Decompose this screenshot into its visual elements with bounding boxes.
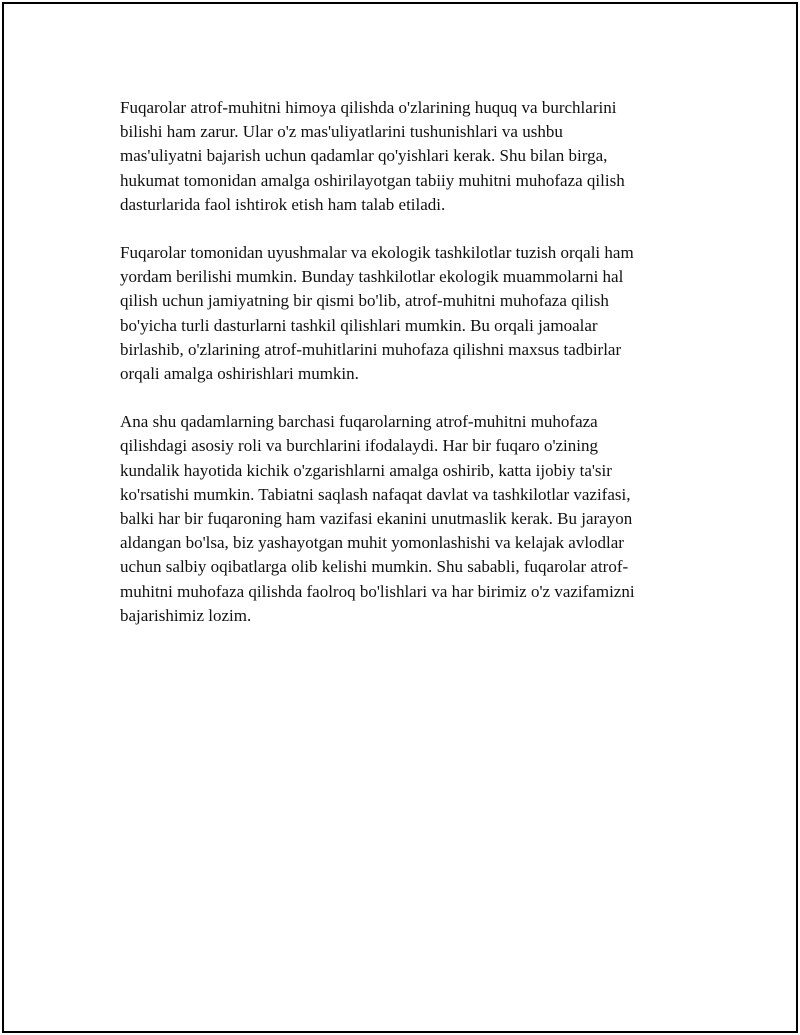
document-body — [120, 96, 686, 652]
page-frame — [2, 2, 798, 1033]
paragraph-3: Ana shu qadamlarning barchasi fuqarolarning atrof-muhitni muhofaza qilishdagi asosiy roli va burchlarini ifodalaydi. Har bir fuqaro o'zining kundalik hayotida kichik o'zgarishlarni amalga oshirib, katta ijobiy ta'sir ko'rsatishi mumkin. Tabiatni saqlash nafaqat davlat va tashkilotlar vazifasi, balki har bir fuqaroning ham vazifasi ekanini unutmaslik kerak. Bu jarayon aldangan bo'lsa, biz yashayotgan muhit yomonlashishi va kelajak avlodlar uchun salbiy oqibatlarga olib kelishi mumkin. Shu sababli, fuqarolar atrof- muhitni muhofaza qilishda faolroq bo'lishlari va har birimiz o'z vazifamizni bajarishimiz lozim. — [120, 412, 635, 625]
paragraph-1: Fuqarolar atrof-muhitni himoya qilishda o'zlarining huquq va burchlarini bilishi ham zarur. Ular o'z mas'uliyatlarini tushunishlari va ushbu mas'uliyatni bajarish uchun qadamlar qo'yishlari kerak. Shu bilan birga, hukumat tomonidan amalga oshirilayotgan tabiiy muhitni muhofaza qilish dasturlarida faol ishtirok etish ham talab etiladi. — [120, 98, 625, 214]
paragraph-2: Fuqarolar tomonidan uyushmalar va ekologik tashkilotlar tuzish orqali ham yordam berilishi mumkin. Bunday tashkilotlar ekologik muammolarni hal qilish uchun jamiyatning bir qismi bo'lib, atrof-muhitni muhofaza qilish bo'yicha turli dasturlarni tashkil qilishlari mumkin. Bu orqali jamoalar birlashib, o'zlarining atrof-muhitlarini muhofaza qilishni maxsus tadbirlar orqali amalga oshirishlari mumkin. — [120, 243, 634, 384]
